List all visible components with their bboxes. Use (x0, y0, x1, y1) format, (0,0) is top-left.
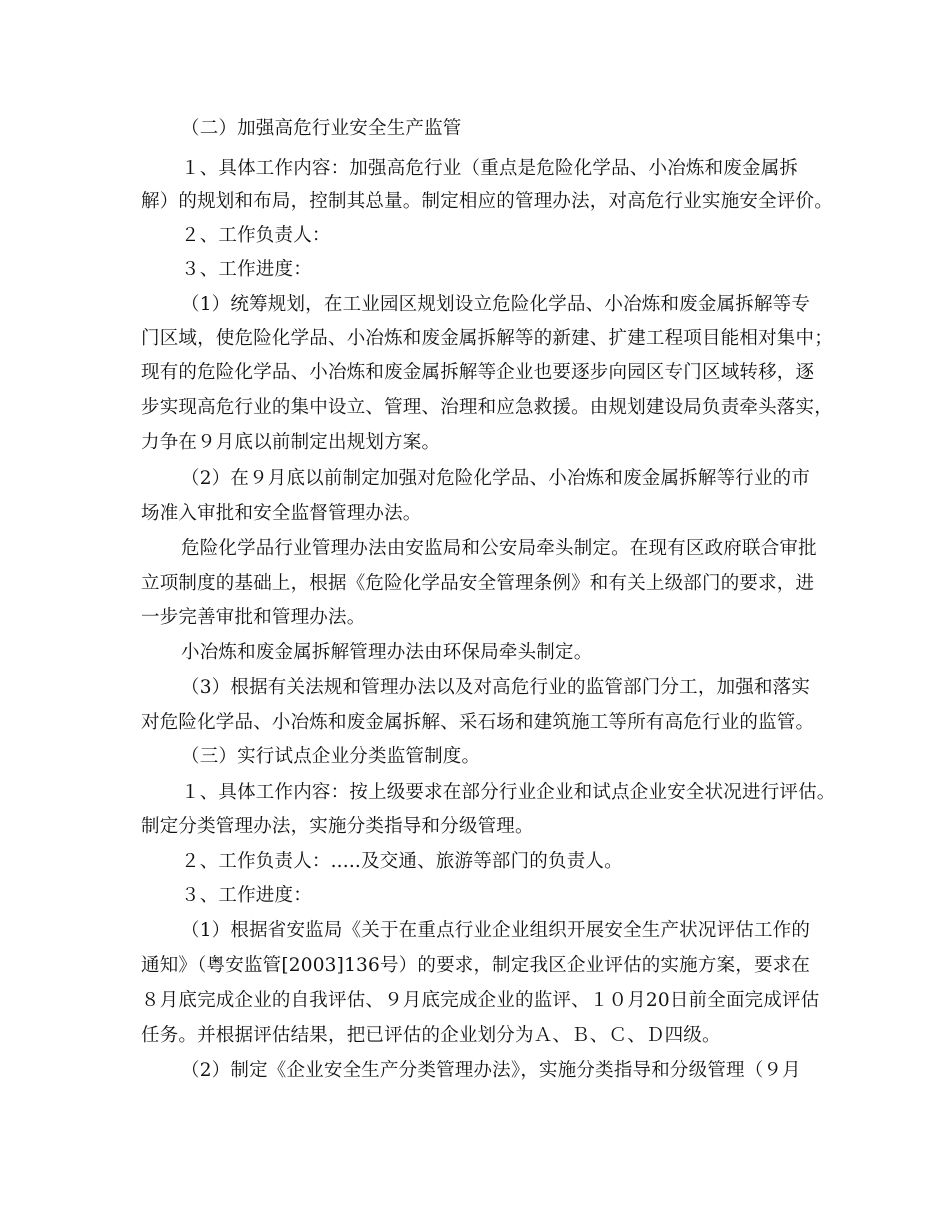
paragraph-line: 任务。并根据评估结果，把已评估的企业划分为Ａ、Ｂ、Ｃ、Ｄ四级。 (141, 1025, 721, 1046)
paragraph-line: １、具体工作内容：按上级要求在部分行业企业和试点企业安全状况进行评估。 (181, 782, 836, 803)
paragraph-line: ２、工作负责人：.....及交通、旅游等部门的负责人。 (181, 851, 623, 872)
paragraph-line: （2）在９月底以前制定加强对危险化学品、小冶炼和废金属拆解等行业的市 (181, 468, 811, 489)
paragraph-line: 危险化学品行业管理办法由安监局和公安局牵头制定。在现有区政府联合审批 (181, 538, 817, 559)
paragraph-line: １、具体工作内容：加强高危行业（重点是危险化学品、小冶炼和废金属拆 (181, 158, 799, 179)
paragraph-line: ３、工作进度： (181, 259, 312, 280)
paragraph-line: ３、工作进度： (181, 885, 312, 906)
paragraph-line: 门区域，使危险化学品、小冶炼和废金属拆解等的新建、扩建工程项目能相对集中； (141, 328, 833, 349)
paragraph-line: （1）根据省安监局《关于在重点行业企业组织开展安全生产状况评估工作的 (181, 920, 811, 941)
paragraph-line: 通知》（粤安监管[2003]136号）的要求，制定我区企业评估的实施方案，要求在 (141, 955, 811, 976)
paragraph-line: 立项制度的基础上，根据《危险化学品安全管理条例》和有关上级部门的要求，进 (141, 573, 815, 594)
paragraph-line: （1）统筹规划，在工业园区规划设立危险化学品、小冶炼和废金属拆解等专 (181, 294, 811, 315)
paragraph-line: 步实现高危行业的集中设立、管理、治理和应急救援。由规划建设局负责牵头落实， (141, 397, 833, 418)
paragraph-line: （2）制定《企业安全生产分类管理办法》，实施分类指导和分级管理（９月 (181, 1060, 801, 1081)
paragraph-line: 现有的危险化学品、小冶炼和废金属拆解等企业也要逐步向园区专门区域转移，逐 (141, 362, 815, 383)
paragraph-line: 小冶炼和废金属拆解管理办法由环保局牵头制定。 (181, 642, 593, 663)
paragraph-line: 场准入审批和安全监督管理办法。 (141, 503, 422, 524)
paragraph-line: 力争在９月底以前制定出规划方案。 (141, 432, 441, 453)
paragraph-line: ８月底完成企业的自我评估、９月底完成企业的监评、１０月20日前全面完成评估 (141, 990, 820, 1011)
paragraph-line: 一步完善审批和管理办法。 (141, 607, 366, 628)
paragraph-line: 解）的规划和布局，控制其总量。制定相应的管理办法，对高危行业实施安全评价。 (141, 191, 833, 212)
paragraph-line: ２、工作负责人： (181, 225, 331, 246)
section-heading-3: （三）实行试点企业分类监管制度。 (181, 746, 481, 767)
section-heading-2: （二）加强高危行业安全生产监管 (181, 118, 462, 139)
paragraph-line: 制定分类管理办法，实施分类指导和分级管理。 (141, 816, 534, 837)
paragraph-line: 对危险化学品、小冶炼和废金属拆解、采石场和建筑施工等所有高危行业的监管。 (141, 712, 815, 733)
paragraph-line: （3）根据有关法规和管理办法以及对高危行业的监管部门分工，加强和落实 (181, 677, 811, 698)
